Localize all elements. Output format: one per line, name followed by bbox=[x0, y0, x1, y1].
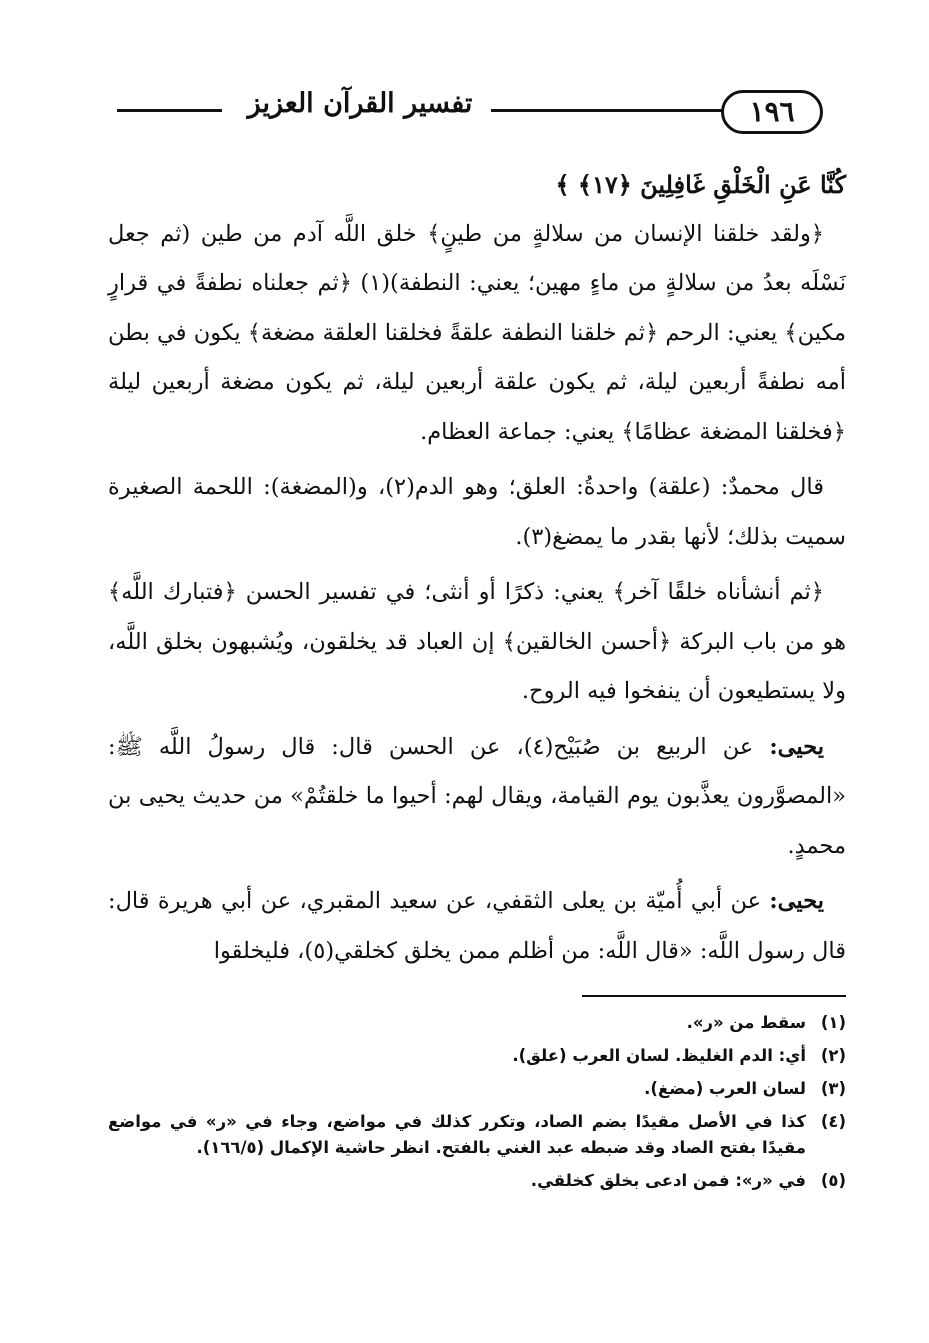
footnote-number: (٢) bbox=[820, 1046, 846, 1065]
footnotes bbox=[108, 1010, 846, 1201]
paragraph-text: عن أبي أُميّة بن يعلى الثقفي، عن سعيد المقبري، عن أبي هريرة قال: قال رسول اللَّه: «قال اللَّه: من أظلم ممن يخلق كخلقي(٥)، فليخلقوا bbox=[108, 888, 846, 964]
footnote-item bbox=[108, 1043, 846, 1069]
book-title: تفسير القرآن العزيز bbox=[247, 88, 473, 119]
paragraph-text: عن الربيع بن صُبَيْح(٤)، عن الحسن قال: قال رسولُ اللَّه ﷺ: «المصوَّرون يعذَّبون يوم القيامة، ويقال لهم: أحيوا ما خلقتُمْ» من حديث يحيى بن محمدٍ. bbox=[108, 733, 846, 859]
footnote-text: سقط من «ر». bbox=[686, 1013, 806, 1032]
footnote-item bbox=[108, 1010, 846, 1036]
footnote-number: (١) bbox=[820, 1013, 846, 1032]
header-rule-left bbox=[117, 109, 222, 112]
footnote-item bbox=[108, 1109, 846, 1161]
paragraph bbox=[108, 877, 846, 976]
paragraph bbox=[108, 463, 846, 562]
footnote-number: (٤) bbox=[820, 1112, 846, 1131]
footnote-number: (٥) bbox=[820, 1171, 846, 1190]
footnote-text: في «ر»: فمن ادعى بخلق كخلقي. bbox=[530, 1171, 806, 1190]
paragraph-text: ﴿ولقد خلقنا الإنسان من سلالةٍ من طينٍ﴾ خلق اللَّه آدم من طين (ثم جعل نَسْلَه بعدُ من سلالةٍ من ماءٍ مهين؛ يعني: النطفة)(١) ﴿ثم جعلناه نطفةً في قرارٍ مكين﴾ يعني: الرحم ﴿ثم خلقنا النطفة علقةً فخلقنا العلقة مضغة﴾ يكون في بطن أمه نطفةً أربعين ليلة، ثم يكون علقة أربعين ليلة، ثم يكون مضغة أربعين ليلة ﴿فخلقنا المضغة عظامًا﴾ يعني: جماعة العظام. bbox=[108, 220, 846, 445]
footnote-text: كذا في الأصل مقيدًا بضم الصاد، وتكرر كذلك في مواضع، وجاء في «ر» في مواضع مقيدًا بفتح الصاد وقد ضبطه عبد الغني بالفتح. انظر حاشية الإكمال (١٦٦/٥). bbox=[108, 1112, 806, 1157]
footnote-text: أي: الدم الغليظ. لسان العرب (علق). bbox=[512, 1046, 806, 1065]
paragraph bbox=[108, 568, 846, 717]
paragraph-text: ﴿ثم أنشأناه خلقًا آخر﴾ يعني: ذكرًا أو أنثى؛ في تفسير الحسن ﴿فتبارك اللَّه﴾ هو من باب البركة ﴿أحسن الخالقين﴾ إن العباد قد يخلقون، ويُشبهون بخلق اللَّه، ولا يستطيعون أن ينفخوا فيه الروح. bbox=[108, 579, 846, 704]
footnote-item bbox=[108, 1168, 846, 1194]
paragraph bbox=[108, 210, 846, 458]
footnote-item bbox=[108, 1076, 846, 1102]
speaker-label: يحيى: bbox=[769, 888, 824, 914]
speaker-label: يحيى: bbox=[769, 733, 825, 760]
page-header bbox=[95, 86, 855, 136]
page-number: ١٩٦ bbox=[721, 90, 823, 134]
footnote-text: لسان العرب (مضغ). bbox=[644, 1079, 806, 1098]
main-text bbox=[108, 160, 846, 982]
verse-continuation: كُنَّا عَنِ الْخَلْقِ غَافِلِينَ ﴿١٧﴾ ﴾ bbox=[555, 170, 846, 199]
paragraph-text: قال محمدٌ: (علقة) واحدةُ: العلق؛ وهو الدم(٢)، و(المضغة): اللحمة الصغيرة سميت بذلك؛ لأنها بقدر ما يمضغ(٣). bbox=[108, 474, 846, 550]
paragraph bbox=[108, 723, 846, 872]
footnote-number: (٣) bbox=[820, 1079, 846, 1098]
footnote-separator bbox=[582, 995, 846, 997]
